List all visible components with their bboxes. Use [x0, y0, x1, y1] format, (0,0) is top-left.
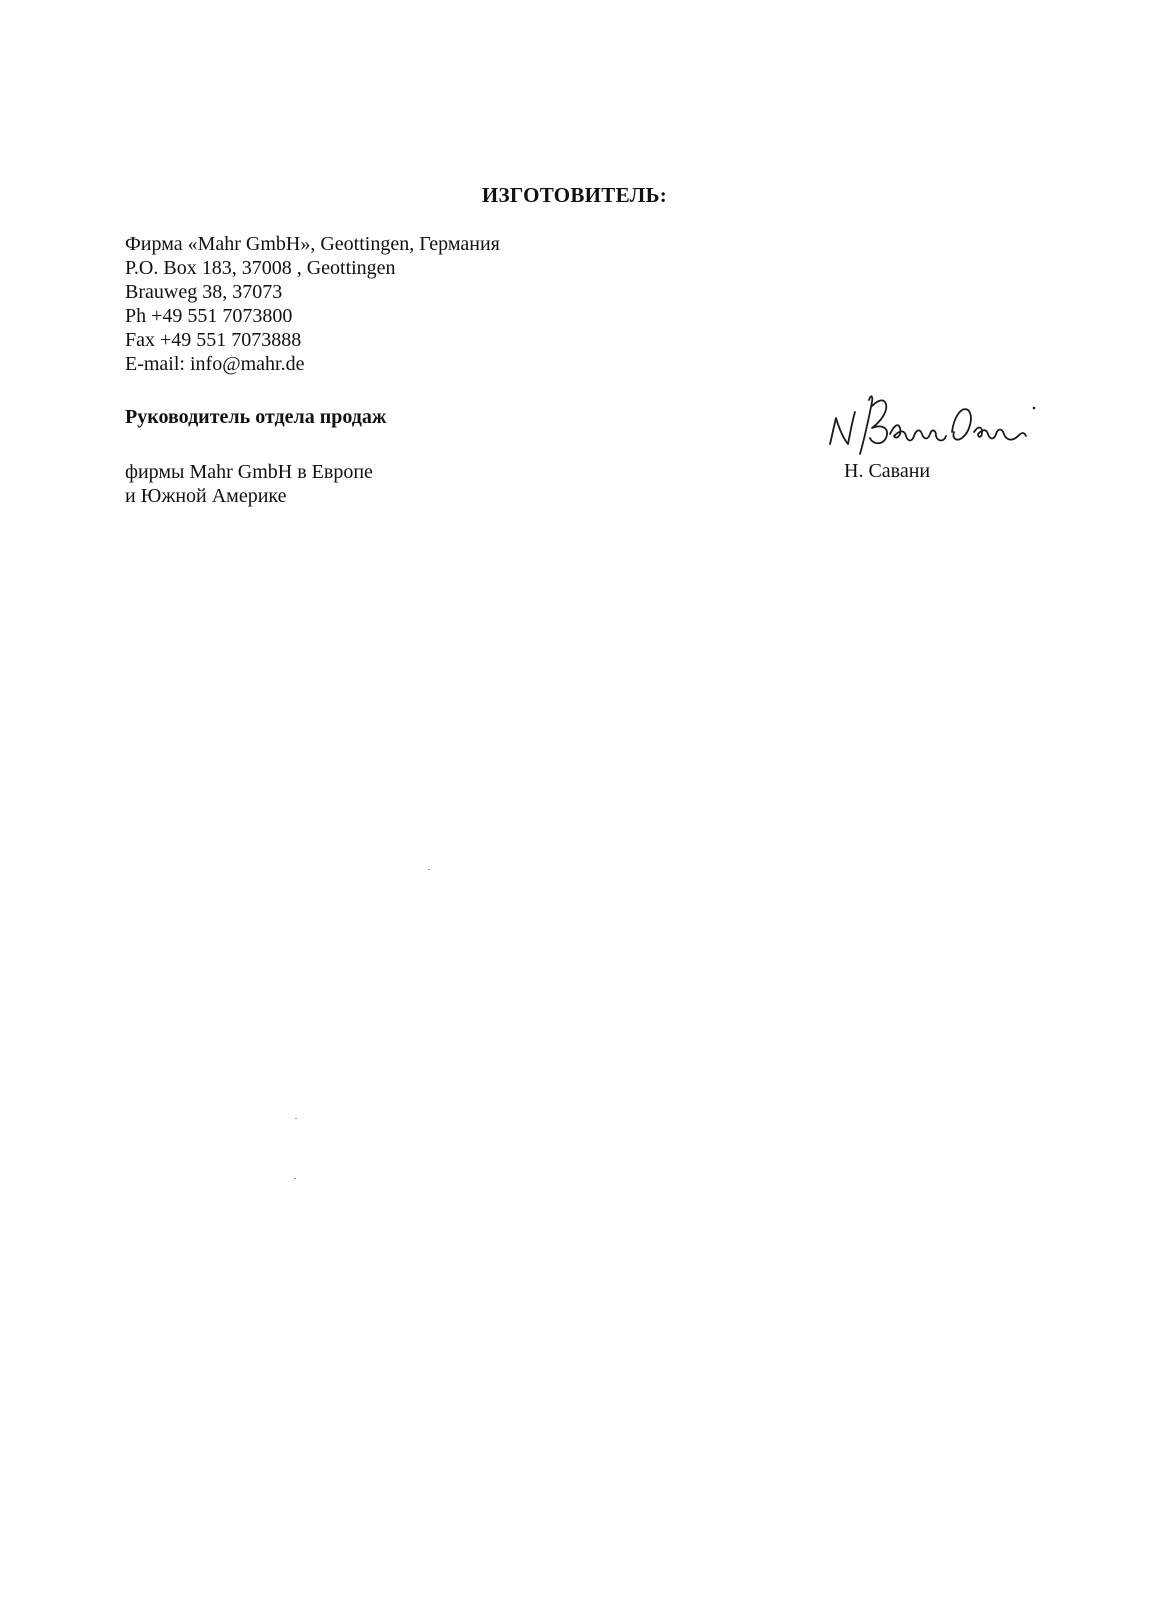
- address-line-email: E-mail: info@mahr.de: [125, 353, 305, 375]
- address-line-company: Фирма «Mahr GmbH», Geottingen, Германия: [125, 233, 500, 255]
- scan-speck: [294, 1178, 296, 1179]
- address-line-fax: Fax +49 551 7073888: [125, 329, 302, 351]
- role-sub-line-2: и Южной Америке: [125, 485, 287, 507]
- document-heading: ИЗГОТОВИТЕЛЬ:: [481, 183, 668, 207]
- address-line-street: Brauweg 38, 37073: [125, 281, 283, 303]
- handwritten-signature: [826, 392, 1046, 458]
- signer-role-subtitle: [125, 460, 373, 508]
- signer-role-title: Руководитель отдела продаж: [125, 406, 387, 428]
- address-line-po-box: P.O. Box 183, 37008 , Geottingen: [125, 257, 396, 279]
- role-sub-line-1: фирмы Mahr GmbH в Европе: [125, 461, 373, 483]
- manufacturer-address: [125, 232, 500, 376]
- scan-speck: [295, 1118, 297, 1119]
- scan-speck: [428, 869, 430, 870]
- address-line-phone: Ph +49 551 7073800: [125, 305, 293, 327]
- signer-name: Н. Савани: [844, 460, 931, 482]
